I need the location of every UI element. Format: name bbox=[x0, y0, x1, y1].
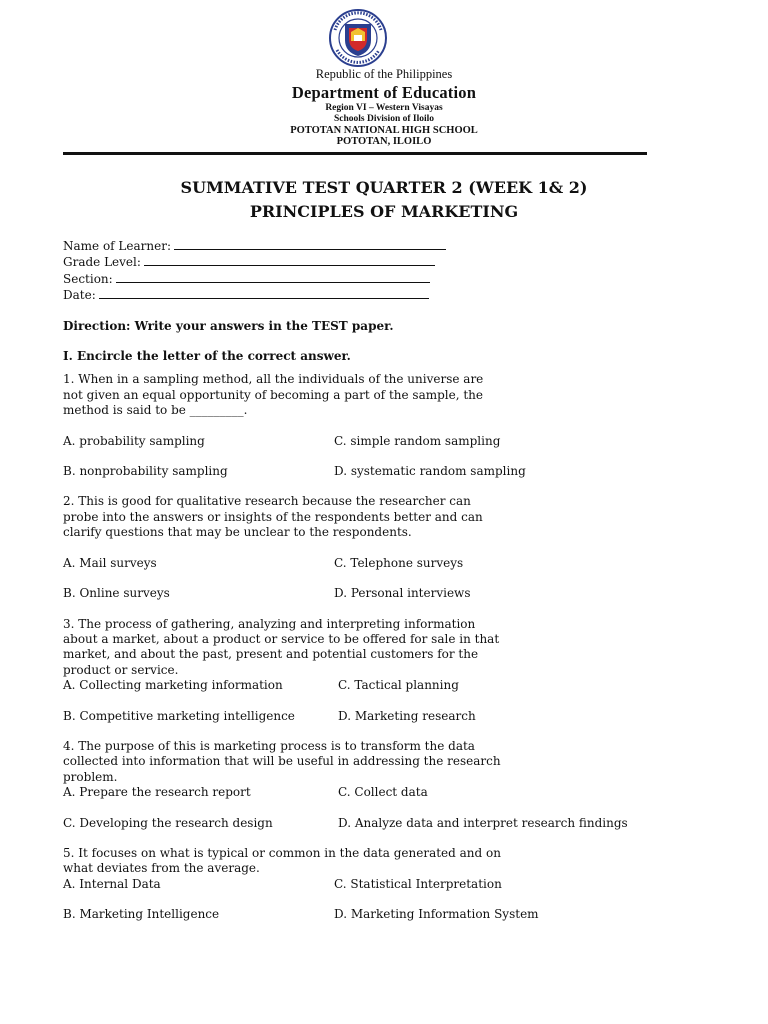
section-blank[interactable] bbox=[116, 271, 430, 283]
choice-a[interactable]: A. probability sampling bbox=[63, 433, 205, 448]
date-field[interactable] bbox=[63, 287, 713, 303]
question-3 bbox=[63, 617, 713, 724]
name-field[interactable] bbox=[63, 238, 713, 254]
choice-b[interactable]: C. Developing the research design bbox=[63, 815, 273, 830]
question-line: 5. It focuses on what is typical or common in the data generated and on bbox=[63, 845, 501, 860]
choice-c[interactable]: C. Telephone surveys bbox=[334, 555, 464, 570]
question-line: 2. This is good for qualitative research because the researcher can bbox=[63, 494, 471, 509]
header-school: POTOTAN NATIONAL HIGH SCHOOL bbox=[290, 125, 478, 136]
header-department: Department of Education bbox=[291, 83, 477, 102]
choice-c[interactable]: C. Statistical Interpretation bbox=[334, 876, 502, 891]
question-line: 1. When in a sampling method, all the individuals of the universe are bbox=[63, 372, 484, 387]
name-blank[interactable] bbox=[174, 238, 446, 250]
date-label: Date: bbox=[63, 288, 96, 303]
deped-seal-logo bbox=[323, 8, 393, 68]
choice-d[interactable]: D. Analyze data and interpret research findings bbox=[338, 815, 628, 830]
question-4 bbox=[63, 739, 713, 831]
question-line: about a market, about a product or service to be offered for sale in that bbox=[63, 631, 500, 646]
grade-field[interactable] bbox=[63, 254, 713, 270]
question-5 bbox=[63, 846, 713, 923]
question-line: what deviates from the average. bbox=[63, 861, 260, 876]
name-label: Name of Learner: bbox=[63, 239, 171, 253]
choice-d[interactable]: D. Marketing Information System bbox=[334, 907, 539, 922]
section-field[interactable] bbox=[63, 271, 713, 287]
choice-b[interactable]: B. nonprobability sampling bbox=[63, 464, 228, 479]
question-2 bbox=[63, 494, 713, 601]
question-line: market, and about the past, present and potential customers for the bbox=[63, 647, 479, 662]
choice-b[interactable]: B. Competitive marketing intelligence bbox=[63, 708, 295, 723]
choice-d[interactable]: D. systematic random sampling bbox=[334, 464, 526, 479]
header-republic: Republic of the Philippines bbox=[315, 67, 453, 81]
date-blank[interactable] bbox=[99, 287, 429, 299]
test-subject: PRINCIPLES OF MARKETING bbox=[249, 202, 519, 221]
question-line: collected into information that will be useful in addressing the research bbox=[63, 754, 501, 769]
grade-blank[interactable] bbox=[144, 254, 435, 266]
choice-c[interactable]: C. Collect data bbox=[338, 785, 428, 800]
choice-b[interactable]: B. Online surveys bbox=[63, 586, 170, 601]
question-line: product or service. bbox=[63, 662, 179, 677]
choice-a[interactable]: A. Mail surveys bbox=[63, 555, 157, 570]
choice-c[interactable]: C. Tactical planning bbox=[338, 678, 459, 693]
choice-a[interactable]: A. Collecting marketing information bbox=[63, 678, 283, 693]
question-line: 3. The process of gathering, analyzing and interpreting information bbox=[63, 616, 476, 631]
header-divider bbox=[63, 152, 647, 155]
direction-text: Direction: Write your answers in the TEST paper. bbox=[63, 318, 394, 333]
question-line: problem. bbox=[63, 769, 118, 784]
header-region: Region VI – Western Visayas bbox=[325, 103, 443, 113]
question-line: 4. The purpose of this is marketing process is to transform the data bbox=[63, 738, 475, 753]
question-line: probe into the answers or insights of the respondents better and can bbox=[63, 509, 483, 524]
choice-d[interactable]: D. Marketing research bbox=[338, 708, 476, 723]
part-one-instruction: I. Encircle the letter of the correct answer. bbox=[63, 349, 351, 364]
section-label: Section: bbox=[63, 271, 113, 286]
choice-b[interactable]: B. Marketing Intelligence bbox=[63, 907, 220, 922]
question-line: method is said to be _________. bbox=[63, 403, 248, 418]
choice-c[interactable]: C. simple random sampling bbox=[334, 433, 501, 448]
choice-d[interactable]: D. Personal interviews bbox=[334, 586, 471, 601]
question-1 bbox=[63, 372, 713, 479]
choice-a[interactable]: A. Prepare the research report bbox=[63, 785, 251, 800]
question-line: clarify questions that may be unclear to the respondents. bbox=[63, 525, 412, 540]
question-line: not given an equal opportunity of becoming a part of the sample, the bbox=[63, 387, 483, 402]
test-title: SUMMATIVE TEST QUARTER 2 (WEEK 1& 2) bbox=[180, 178, 588, 197]
grade-label: Grade Level: bbox=[63, 255, 141, 270]
choice-a[interactable]: A. Internal Data bbox=[63, 876, 161, 891]
test-body bbox=[63, 238, 713, 923]
header-location: POTOTAN, ILOILO bbox=[336, 136, 432, 147]
header-division: Schools Division of Iloilo bbox=[333, 114, 435, 124]
